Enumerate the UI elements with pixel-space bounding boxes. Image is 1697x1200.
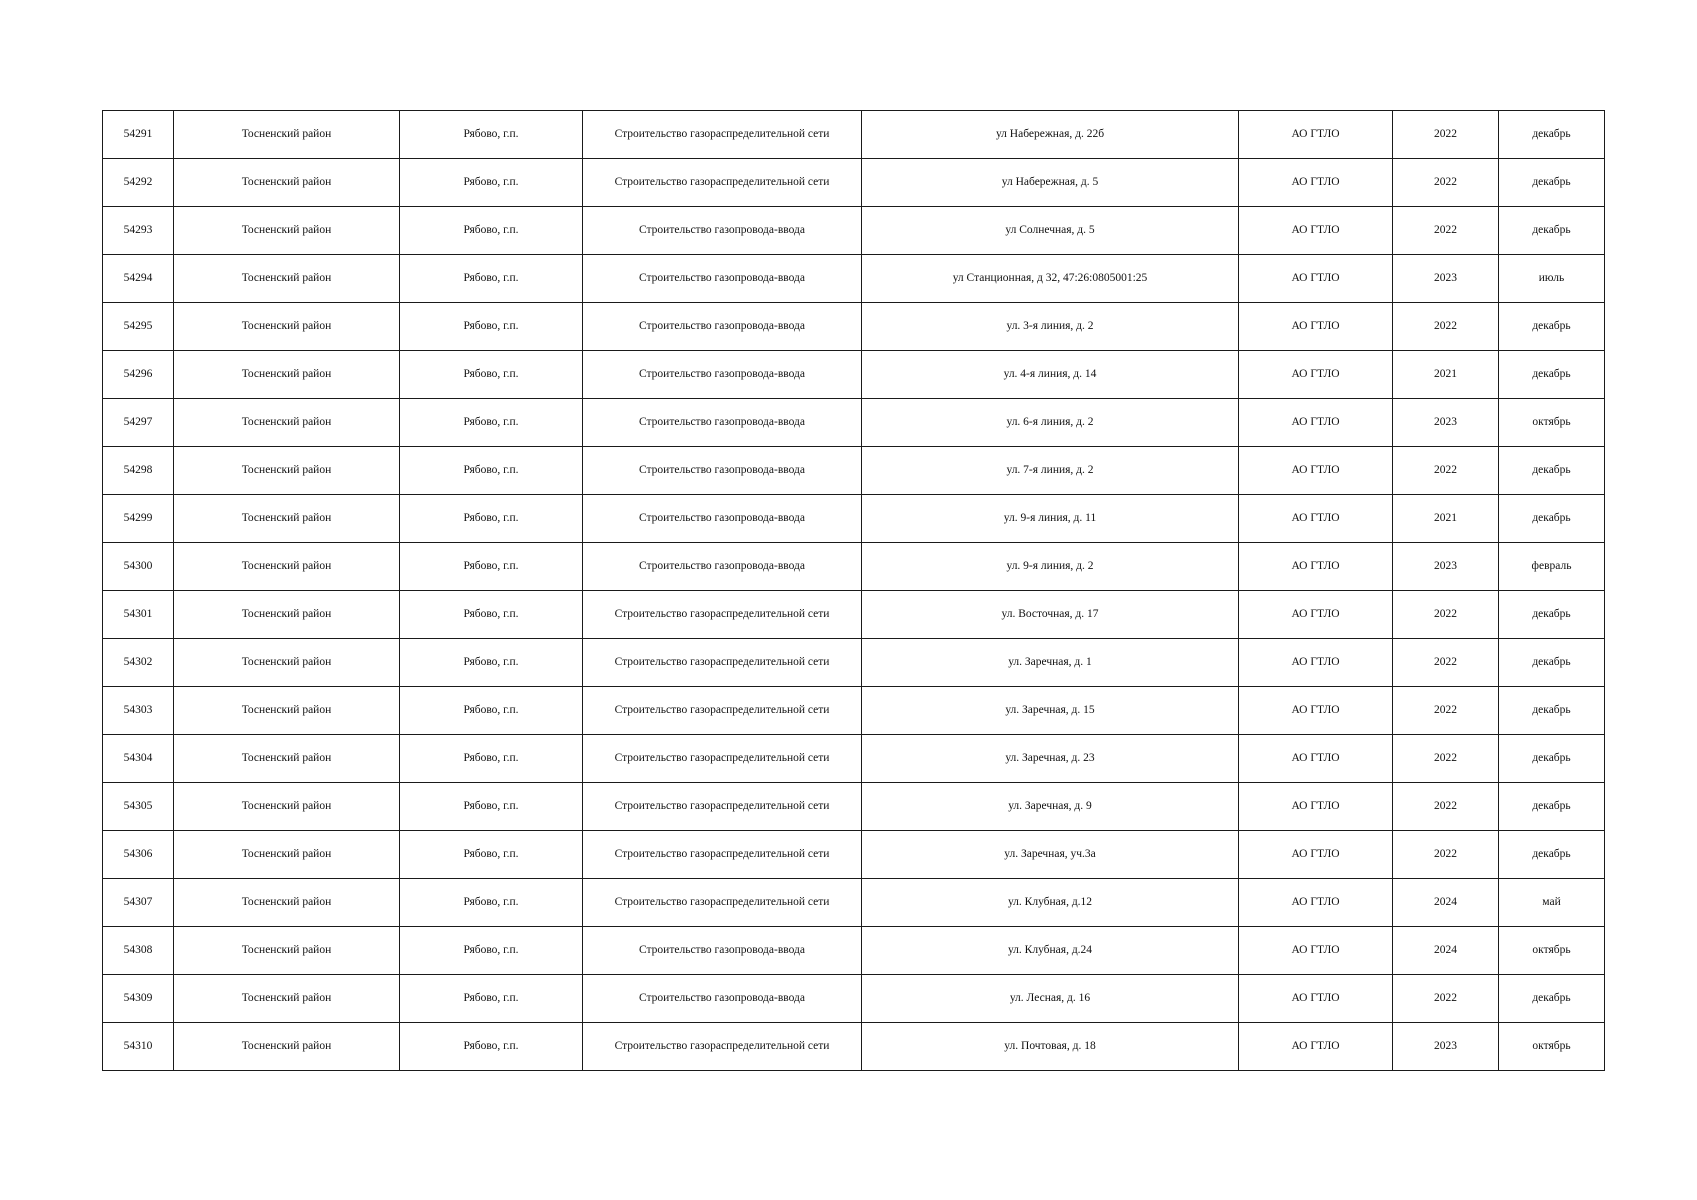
address-cell: ул. 7-я линия, д. 2 (862, 447, 1239, 495)
table-row (103, 783, 1605, 831)
table-row (103, 303, 1605, 351)
district-cell: Тосненский район (174, 879, 400, 927)
work-type-cell: Строительство газопровода-ввода (583, 351, 862, 399)
month-cell: декабрь (1499, 447, 1605, 495)
row-id-cell: 54296 (103, 351, 174, 399)
work-type-cell: Строительство газораспределительной сети (583, 831, 862, 879)
table-row (103, 447, 1605, 495)
year-cell: 2023 (1393, 543, 1499, 591)
organization-cell: АО ГТЛО (1239, 783, 1393, 831)
work-type-cell: Строительство газораспределительной сети (583, 1023, 862, 1071)
row-id-cell: 54294 (103, 255, 174, 303)
address-cell: ул Станционная, д 32, 47:26:0805001:25 (862, 255, 1239, 303)
settlement-cell: Рябово, г.п. (400, 879, 583, 927)
organization-cell: АО ГТЛО (1239, 639, 1393, 687)
settlement-cell: Рябово, г.п. (400, 207, 583, 255)
year-cell: 2024 (1393, 879, 1499, 927)
address-cell: ул Набережная, д. 22б (862, 111, 1239, 159)
row-id-cell: 54293 (103, 207, 174, 255)
month-cell: декабрь (1499, 591, 1605, 639)
table-row (103, 159, 1605, 207)
table-row (103, 975, 1605, 1023)
district-cell: Тосненский район (174, 975, 400, 1023)
table-row (103, 735, 1605, 783)
address-cell: ул. 9-я линия, д. 11 (862, 495, 1239, 543)
address-cell: ул. Заречная, д. 15 (862, 687, 1239, 735)
year-cell: 2022 (1393, 207, 1499, 255)
settlement-cell: Рябово, г.п. (400, 495, 583, 543)
year-cell: 2023 (1393, 255, 1499, 303)
table-row (103, 879, 1605, 927)
month-cell: декабрь (1499, 735, 1605, 783)
year-cell: 2022 (1393, 831, 1499, 879)
district-cell: Тосненский район (174, 687, 400, 735)
organization-cell: АО ГТЛО (1239, 255, 1393, 303)
address-cell: ул. 4-я линия, д. 14 (862, 351, 1239, 399)
month-cell: декабрь (1499, 783, 1605, 831)
organization-cell: АО ГТЛО (1239, 687, 1393, 735)
table-row (103, 111, 1605, 159)
address-cell: ул. 9-я линия, д. 2 (862, 543, 1239, 591)
district-cell: Тосненский район (174, 591, 400, 639)
address-cell: ул. 3-я линия, д. 2 (862, 303, 1239, 351)
address-cell: ул. Заречная, д. 1 (862, 639, 1239, 687)
month-cell: декабрь (1499, 207, 1605, 255)
district-cell: Тосненский район (174, 351, 400, 399)
address-cell: ул Солнечная, д. 5 (862, 207, 1239, 255)
settlement-cell: Рябово, г.п. (400, 351, 583, 399)
year-cell: 2022 (1393, 159, 1499, 207)
year-cell: 2023 (1393, 1023, 1499, 1071)
row-id-cell: 54295 (103, 303, 174, 351)
organization-cell: АО ГТЛО (1239, 879, 1393, 927)
work-type-cell: Строительство газораспределительной сети (583, 111, 862, 159)
row-id-cell: 54303 (103, 687, 174, 735)
row-id-cell: 54310 (103, 1023, 174, 1071)
work-type-cell: Строительство газораспределительной сети (583, 783, 862, 831)
month-cell: декабрь (1499, 495, 1605, 543)
district-cell: Тосненский район (174, 159, 400, 207)
settlement-cell: Рябово, г.п. (400, 831, 583, 879)
district-cell: Тосненский район (174, 495, 400, 543)
address-cell: ул. Заречная, д. 9 (862, 783, 1239, 831)
organization-cell: АО ГТЛО (1239, 447, 1393, 495)
organization-cell: АО ГТЛО (1239, 735, 1393, 783)
row-id-cell: 54304 (103, 735, 174, 783)
table-row (103, 207, 1605, 255)
row-id-cell: 54305 (103, 783, 174, 831)
table-row (103, 591, 1605, 639)
work-type-cell: Строительство газопровода-ввода (583, 303, 862, 351)
table-row (103, 495, 1605, 543)
settlement-cell: Рябово, г.п. (400, 735, 583, 783)
row-id-cell: 54307 (103, 879, 174, 927)
row-id-cell: 54298 (103, 447, 174, 495)
district-cell: Тосненский район (174, 927, 400, 975)
month-cell: октябрь (1499, 1023, 1605, 1071)
settlement-cell: Рябово, г.п. (400, 255, 583, 303)
settlement-cell: Рябово, г.п. (400, 543, 583, 591)
address-cell: ул. 6-я линия, д. 2 (862, 399, 1239, 447)
table-row (103, 399, 1605, 447)
address-cell: ул. Заречная, уч.3а (862, 831, 1239, 879)
work-type-cell: Строительство газопровода-ввода (583, 495, 862, 543)
settlement-cell: Рябово, г.п. (400, 399, 583, 447)
settlement-cell: Рябово, г.п. (400, 639, 583, 687)
settlement-cell: Рябово, г.п. (400, 303, 583, 351)
month-cell: декабрь (1499, 687, 1605, 735)
month-cell: февраль (1499, 543, 1605, 591)
row-id-cell: 54306 (103, 831, 174, 879)
work-type-cell: Строительство газопровода-ввода (583, 927, 862, 975)
year-cell: 2022 (1393, 735, 1499, 783)
work-type-cell: Строительство газопровода-ввода (583, 447, 862, 495)
address-cell: ул. Клубная, д.12 (862, 879, 1239, 927)
work-type-cell: Строительство газопровода-ввода (583, 975, 862, 1023)
district-cell: Тосненский район (174, 303, 400, 351)
row-id-cell: 54297 (103, 399, 174, 447)
gasification-table (102, 110, 1605, 1071)
year-cell: 2024 (1393, 927, 1499, 975)
month-cell: декабрь (1499, 975, 1605, 1023)
organization-cell: АО ГТЛО (1239, 543, 1393, 591)
settlement-cell: Рябово, г.п. (400, 687, 583, 735)
district-cell: Тосненский район (174, 111, 400, 159)
work-type-cell: Строительство газораспределительной сети (583, 639, 862, 687)
organization-cell: АО ГТЛО (1239, 927, 1393, 975)
district-cell: Тосненский район (174, 447, 400, 495)
work-type-cell: Строительство газопровода-ввода (583, 207, 862, 255)
settlement-cell: Рябово, г.п. (400, 159, 583, 207)
address-cell: ул. Восточная, д. 17 (862, 591, 1239, 639)
district-cell: Тосненский район (174, 207, 400, 255)
district-cell: Тосненский район (174, 783, 400, 831)
year-cell: 2022 (1393, 975, 1499, 1023)
year-cell: 2022 (1393, 783, 1499, 831)
month-cell: октябрь (1499, 399, 1605, 447)
address-cell: ул Набережная, д. 5 (862, 159, 1239, 207)
row-id-cell: 54291 (103, 111, 174, 159)
month-cell: декабрь (1499, 303, 1605, 351)
table-row (103, 1023, 1605, 1071)
month-cell: декабрь (1499, 831, 1605, 879)
year-cell: 2022 (1393, 687, 1499, 735)
table-row (103, 927, 1605, 975)
table-row (103, 639, 1605, 687)
row-id-cell: 54308 (103, 927, 174, 975)
month-cell: декабрь (1499, 111, 1605, 159)
district-cell: Тосненский район (174, 735, 400, 783)
table-row (103, 543, 1605, 591)
settlement-cell: Рябово, г.п. (400, 447, 583, 495)
district-cell: Тосненский район (174, 1023, 400, 1071)
organization-cell: АО ГТЛО (1239, 399, 1393, 447)
row-id-cell: 54299 (103, 495, 174, 543)
year-cell: 2021 (1393, 495, 1499, 543)
settlement-cell: Рябово, г.п. (400, 975, 583, 1023)
month-cell: декабрь (1499, 159, 1605, 207)
table-row (103, 831, 1605, 879)
district-cell: Тосненский район (174, 399, 400, 447)
year-cell: 2022 (1393, 591, 1499, 639)
address-cell: ул. Почтовая, д. 18 (862, 1023, 1239, 1071)
organization-cell: АО ГТЛО (1239, 831, 1393, 879)
work-type-cell: Строительство газораспределительной сети (583, 687, 862, 735)
settlement-cell: Рябово, г.п. (400, 927, 583, 975)
month-cell: октябрь (1499, 927, 1605, 975)
row-id-cell: 54301 (103, 591, 174, 639)
organization-cell: АО ГТЛО (1239, 1023, 1393, 1071)
work-type-cell: Строительство газораспределительной сети (583, 879, 862, 927)
district-cell: Тосненский район (174, 543, 400, 591)
work-type-cell: Строительство газораспределительной сети (583, 591, 862, 639)
district-cell: Тосненский район (174, 255, 400, 303)
address-cell: ул. Клубная, д.24 (862, 927, 1239, 975)
work-type-cell: Строительство газопровода-ввода (583, 399, 862, 447)
table-row (103, 255, 1605, 303)
settlement-cell: Рябово, г.п. (400, 591, 583, 639)
work-type-cell: Строительство газопровода-ввода (583, 543, 862, 591)
organization-cell: АО ГТЛО (1239, 207, 1393, 255)
row-id-cell: 54302 (103, 639, 174, 687)
table-row (103, 687, 1605, 735)
organization-cell: АО ГТЛО (1239, 303, 1393, 351)
year-cell: 2021 (1393, 351, 1499, 399)
district-cell: Тосненский район (174, 831, 400, 879)
organization-cell: АО ГТЛО (1239, 975, 1393, 1023)
organization-cell: АО ГТЛО (1239, 111, 1393, 159)
organization-cell: АО ГТЛО (1239, 591, 1393, 639)
row-id-cell: 54300 (103, 543, 174, 591)
settlement-cell: Рябово, г.п. (400, 111, 583, 159)
month-cell: декабрь (1499, 351, 1605, 399)
year-cell: 2022 (1393, 447, 1499, 495)
month-cell: май (1499, 879, 1605, 927)
address-cell: ул. Заречная, д. 23 (862, 735, 1239, 783)
address-cell: ул. Лесная, д. 16 (862, 975, 1239, 1023)
year-cell: 2022 (1393, 639, 1499, 687)
year-cell: 2022 (1393, 111, 1499, 159)
work-type-cell: Строительство газораспределительной сети (583, 159, 862, 207)
organization-cell: АО ГТЛО (1239, 495, 1393, 543)
organization-cell: АО ГТЛО (1239, 351, 1393, 399)
settlement-cell: Рябово, г.п. (400, 783, 583, 831)
row-id-cell: 54292 (103, 159, 174, 207)
settlement-cell: Рябово, г.п. (400, 1023, 583, 1071)
year-cell: 2022 (1393, 303, 1499, 351)
year-cell: 2023 (1393, 399, 1499, 447)
district-cell: Тосненский район (174, 639, 400, 687)
row-id-cell: 54309 (103, 975, 174, 1023)
work-type-cell: Строительство газораспределительной сети (583, 735, 862, 783)
organization-cell: АО ГТЛО (1239, 159, 1393, 207)
month-cell: июль (1499, 255, 1605, 303)
table-body (103, 111, 1605, 1071)
month-cell: декабрь (1499, 639, 1605, 687)
table-row (103, 351, 1605, 399)
work-type-cell: Строительство газопровода-ввода (583, 255, 862, 303)
